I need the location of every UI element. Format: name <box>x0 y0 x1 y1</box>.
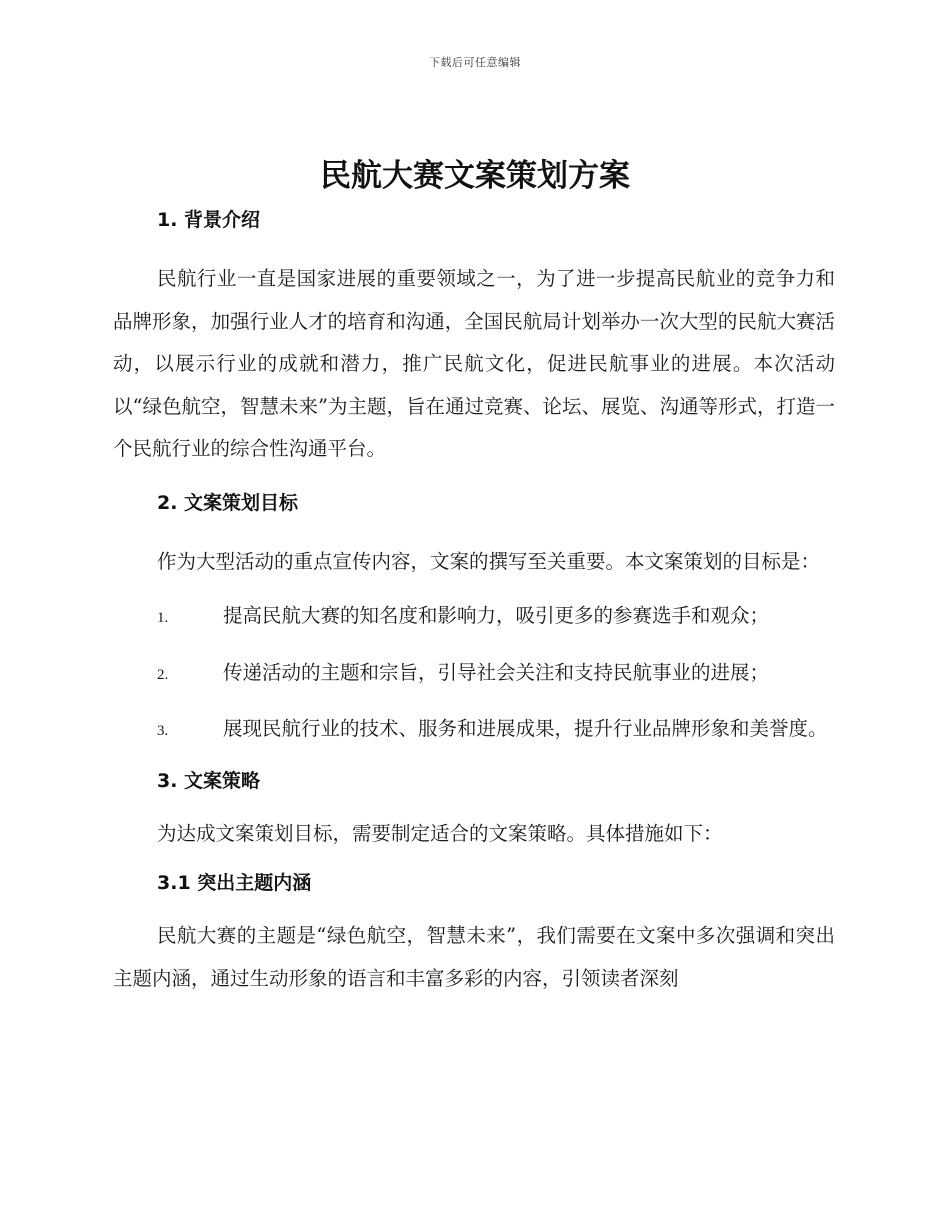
section-paragraph-strategy: 为达成文案策划目标，需要制定适合的文案策略。具体措施如下： <box>157 821 723 845</box>
document-body <box>113 204 835 1000</box>
section-heading-goals: 2. 文案策划目标 <box>157 491 299 514</box>
list-item-text: 传递活动的主题和宗旨，引导社会关注和支持民航事业的进展； <box>223 660 770 684</box>
list-item <box>113 708 835 753</box>
section-paragraph-background: 民航行业一直是国家进展的重要领域之一，为了进一步提高民航业的竞争力和品牌形象，加强行业人才的培育和沟通，全国民航局计划举办一次大型的民航大赛活动，以展示行业的成就和潜力，推广民航文化，促进民航事业的进展。本次活动以“绿色航空，智慧未来”为主题，旨在通过竞赛、论坛、展览、沟通等形式，打造一个民航行业的综合性沟通平台。 <box>113 267 835 460</box>
document-title: 民航大赛文案策划方案 <box>320 158 630 194</box>
list-item <box>113 595 835 640</box>
section-heading-strategy: 3. 文案策略 <box>157 769 261 792</box>
section-paragraph-goals: 作为大型活动的重点宣传内容，文案的撰写至关重要。本文案策划的目标是： <box>157 549 821 573</box>
list-item-text: 提高民航大赛的知名度和影响力，吸引更多的参赛选手和观众； <box>223 604 770 627</box>
section-heading-background: 1. 背景介绍 <box>157 209 261 231</box>
section-heading-theme: 3.1 突出主题内涵 <box>157 872 312 894</box>
header-note: 下载后可任意编辑 <box>429 56 521 69</box>
list-item-text: 展现民航行业的技术、服务和进展成果，提升行业品牌形象和美誉度。 <box>223 717 828 740</box>
list-item-number: 3. <box>157 723 169 739</box>
list-item-number: 1. <box>157 610 169 626</box>
section-paragraph-theme: 民航大赛的主题是“绿色航空，智慧未来”，我们需要在文案中多次强调和突出主题内涵，通过生动形象的语言和丰富多彩的内容，引领读者深刻 <box>113 924 835 990</box>
list-item-number: 2. <box>157 666 169 683</box>
list-item <box>113 652 835 697</box>
